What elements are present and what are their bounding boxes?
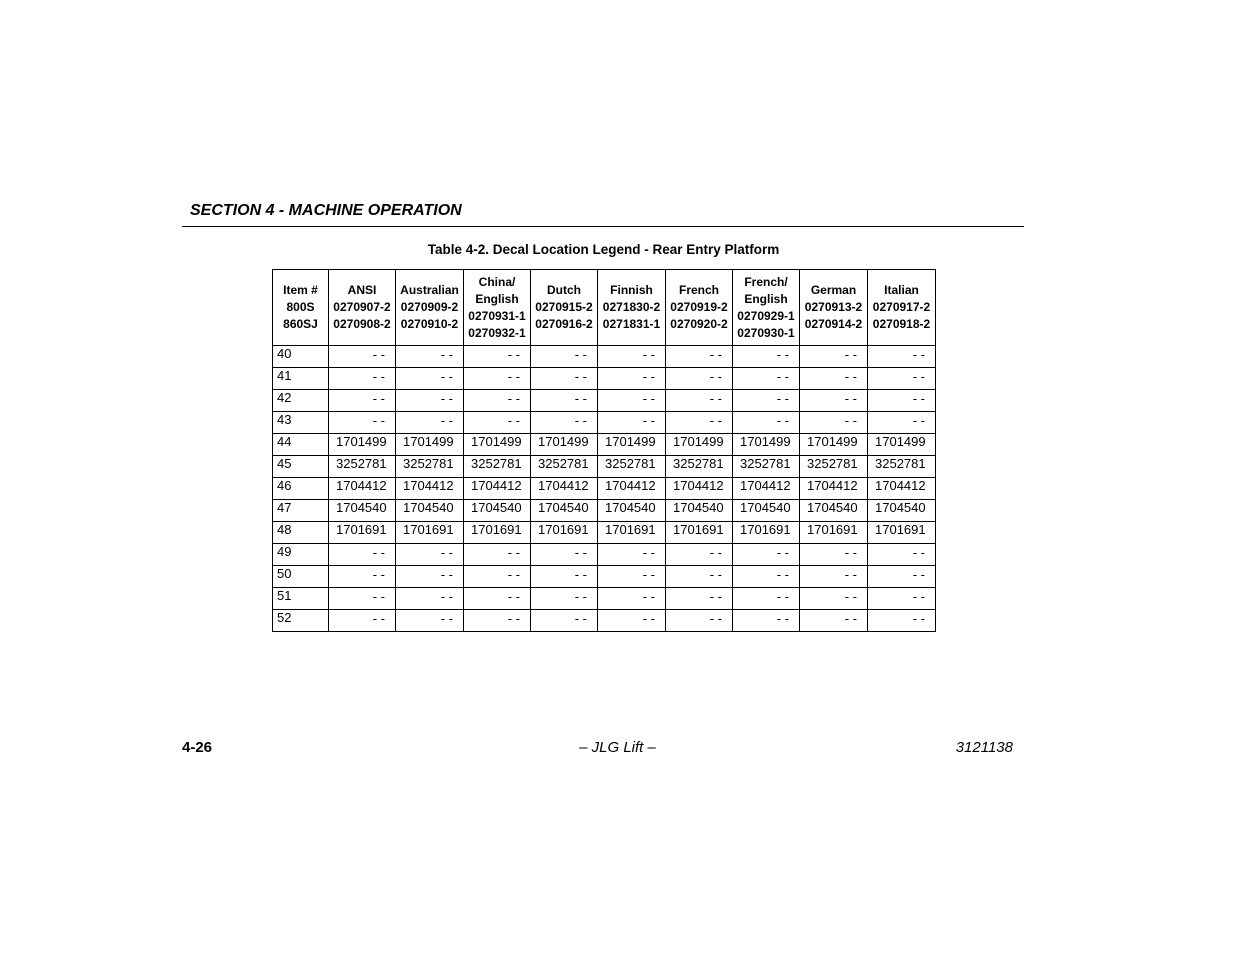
table-caption: Table 4-2. Decal Location Legend - Rear Entry Platform bbox=[427, 242, 780, 257]
part-number-cell: - - bbox=[396, 544, 464, 566]
part-number-cell: - - bbox=[598, 390, 666, 412]
column-header-line: Italian bbox=[884, 283, 919, 297]
item-number-cell: 52 bbox=[273, 610, 329, 632]
item-number-cell: 41 bbox=[273, 368, 329, 390]
part-number-cell: - - bbox=[396, 390, 464, 412]
part-number-cell: 1701499 bbox=[464, 434, 531, 456]
part-number-cell: - - bbox=[666, 412, 733, 434]
part-number-cell: - - bbox=[396, 566, 464, 588]
part-number-cell: 1701691 bbox=[329, 522, 396, 544]
part-number-cell: - - bbox=[733, 588, 800, 610]
part-number-cell: - - bbox=[800, 566, 868, 588]
column-header bbox=[531, 270, 598, 346]
part-number-cell: - - bbox=[329, 346, 396, 368]
part-number-cell: 3252781 bbox=[329, 456, 396, 478]
part-number-cell: 3252781 bbox=[868, 456, 936, 478]
table-row bbox=[273, 434, 936, 456]
part-number-cell: - - bbox=[329, 368, 396, 390]
item-number-cell: 40 bbox=[273, 346, 329, 368]
part-number-cell: - - bbox=[733, 390, 800, 412]
part-number-cell: - - bbox=[598, 566, 666, 588]
column-header-line: Finnish bbox=[610, 283, 653, 297]
part-number-cell: - - bbox=[531, 610, 598, 632]
part-number-cell: - - bbox=[531, 588, 598, 610]
column-header bbox=[868, 270, 936, 346]
part-number-cell: 1701691 bbox=[396, 522, 464, 544]
column-header-line: 800S bbox=[286, 300, 315, 314]
column-header-line: 0270916-2 bbox=[535, 317, 593, 331]
part-number-cell: - - bbox=[464, 610, 531, 632]
part-number-cell: 3252781 bbox=[666, 456, 733, 478]
part-number-cell: - - bbox=[800, 412, 868, 434]
column-header-line: 0270931-1 bbox=[468, 308, 526, 323]
part-number-cell: 1704412 bbox=[329, 478, 396, 500]
part-number-cell: - - bbox=[733, 412, 800, 434]
table-row bbox=[273, 368, 936, 390]
part-number-cell: 3252781 bbox=[531, 456, 598, 478]
table-row bbox=[273, 588, 936, 610]
column-header-line: German bbox=[810, 283, 857, 297]
header-rule bbox=[182, 226, 1024, 227]
column-header-line: 0271830-2 bbox=[602, 300, 661, 314]
table-row bbox=[273, 346, 936, 368]
part-number-cell: 1704540 bbox=[396, 500, 464, 522]
column-header bbox=[273, 270, 329, 346]
table-row bbox=[273, 566, 936, 588]
table-body bbox=[273, 346, 936, 632]
part-number-cell: - - bbox=[329, 566, 396, 588]
column-header-line: 0270913-2 bbox=[804, 300, 863, 314]
part-number-cell: - - bbox=[464, 390, 531, 412]
column-header bbox=[598, 270, 666, 346]
part-number-cell: 1704540 bbox=[733, 500, 800, 522]
part-number-cell: - - bbox=[800, 390, 868, 412]
part-number-cell: - - bbox=[868, 588, 936, 610]
part-number-cell: - - bbox=[598, 412, 666, 434]
part-number-cell: - - bbox=[733, 368, 800, 390]
part-number-cell: - - bbox=[464, 544, 531, 566]
part-number-cell: - - bbox=[396, 610, 464, 632]
part-number-cell: 3252781 bbox=[396, 456, 464, 478]
part-number-cell: 1701691 bbox=[733, 522, 800, 544]
part-number-cell: - - bbox=[598, 346, 666, 368]
part-number-cell: 1704412 bbox=[598, 478, 666, 500]
part-number-cell: 1704412 bbox=[868, 478, 936, 500]
part-number-cell: - - bbox=[329, 544, 396, 566]
part-number-cell: - - bbox=[733, 610, 800, 632]
item-number-cell: 42 bbox=[273, 390, 329, 412]
column-header bbox=[733, 270, 800, 346]
part-number-cell: - - bbox=[329, 588, 396, 610]
section-title: SECTION 4 - MACHINE OPERATION bbox=[190, 202, 462, 219]
part-number-cell: 1701499 bbox=[396, 434, 464, 456]
column-header-line: 0270918-2 bbox=[872, 317, 931, 331]
column-header-line: China/ bbox=[478, 274, 516, 289]
part-number-cell: - - bbox=[666, 588, 733, 610]
column-header bbox=[666, 270, 733, 346]
item-number-cell: 51 bbox=[273, 588, 329, 610]
column-header-line: 0270920-2 bbox=[670, 317, 728, 331]
part-number-cell: 1704412 bbox=[666, 478, 733, 500]
part-number-cell: - - bbox=[396, 346, 464, 368]
item-number-cell: 46 bbox=[273, 478, 329, 500]
part-number-cell: 1701691 bbox=[868, 522, 936, 544]
column-header-line: English bbox=[475, 291, 519, 306]
part-number-cell: - - bbox=[666, 346, 733, 368]
part-number-cell: 3252781 bbox=[464, 456, 531, 478]
column-header-line: 0270917-2 bbox=[872, 300, 931, 314]
part-number-cell: 1701691 bbox=[598, 522, 666, 544]
column-header-line: Australian bbox=[400, 283, 459, 297]
table-row bbox=[273, 500, 936, 522]
decal-location-table bbox=[272, 269, 936, 632]
part-number-cell: - - bbox=[666, 566, 733, 588]
part-number-cell: 1704540 bbox=[868, 500, 936, 522]
part-number-cell: - - bbox=[868, 544, 936, 566]
column-header-line: 0270929-1 bbox=[737, 308, 795, 323]
part-number-cell: - - bbox=[464, 368, 531, 390]
part-number-cell: 1704412 bbox=[800, 478, 868, 500]
part-number-cell: - - bbox=[598, 544, 666, 566]
table-row bbox=[273, 610, 936, 632]
column-header-line: 0270907-2 bbox=[333, 300, 391, 314]
part-number-cell: - - bbox=[868, 610, 936, 632]
part-number-cell: 1701691 bbox=[531, 522, 598, 544]
part-number-cell: - - bbox=[868, 368, 936, 390]
part-number-cell: - - bbox=[531, 368, 598, 390]
part-number-cell: 1701499 bbox=[733, 434, 800, 456]
part-number-cell: 1704412 bbox=[464, 478, 531, 500]
part-number-cell: - - bbox=[733, 346, 800, 368]
column-header-line: 0271831-1 bbox=[602, 317, 661, 331]
part-number-cell: 1701691 bbox=[464, 522, 531, 544]
column-header-line: French/ bbox=[744, 274, 788, 289]
item-number-cell: 49 bbox=[273, 544, 329, 566]
item-number-cell: 45 bbox=[273, 456, 329, 478]
part-number-cell: - - bbox=[464, 566, 531, 588]
column-header bbox=[329, 270, 396, 346]
part-number-cell: - - bbox=[666, 544, 733, 566]
column-header bbox=[396, 270, 464, 346]
part-number-cell: 1701691 bbox=[666, 522, 733, 544]
part-number-cell: - - bbox=[800, 346, 868, 368]
part-number-cell: 1704540 bbox=[666, 500, 733, 522]
table-row bbox=[273, 456, 936, 478]
item-number-cell: 44 bbox=[273, 434, 329, 456]
table-row bbox=[273, 412, 936, 434]
column-header-line: English bbox=[744, 291, 788, 306]
column-header-line: 0270910-2 bbox=[400, 317, 459, 331]
column-header-line: 0270930-1 bbox=[737, 325, 795, 340]
part-number-cell: 1704412 bbox=[531, 478, 598, 500]
column-header bbox=[464, 270, 531, 346]
part-number-cell: - - bbox=[868, 390, 936, 412]
part-number-cell: 1701499 bbox=[868, 434, 936, 456]
part-number-cell: - - bbox=[868, 412, 936, 434]
column-header-line: 860SJ bbox=[283, 317, 318, 331]
part-number-cell: - - bbox=[396, 412, 464, 434]
table-row bbox=[273, 390, 936, 412]
part-number-cell: - - bbox=[464, 346, 531, 368]
part-number-cell: 1701499 bbox=[666, 434, 733, 456]
part-number-cell: 1704412 bbox=[733, 478, 800, 500]
part-number-cell: - - bbox=[464, 588, 531, 610]
part-number-cell: - - bbox=[733, 566, 800, 588]
part-number-cell: - - bbox=[666, 368, 733, 390]
part-number-cell: - - bbox=[800, 368, 868, 390]
part-number-cell: - - bbox=[598, 368, 666, 390]
part-number-cell: - - bbox=[329, 390, 396, 412]
part-number-cell: - - bbox=[800, 588, 868, 610]
part-number-cell: - - bbox=[531, 412, 598, 434]
part-number-cell: - - bbox=[868, 346, 936, 368]
part-number-cell: - - bbox=[531, 544, 598, 566]
part-number-cell: - - bbox=[666, 610, 733, 632]
item-number-cell: 50 bbox=[273, 566, 329, 588]
part-number-cell: 1704540 bbox=[329, 500, 396, 522]
column-header-line: 0270914-2 bbox=[804, 317, 863, 331]
part-number-cell: 1701691 bbox=[800, 522, 868, 544]
part-number-cell: 1704540 bbox=[800, 500, 868, 522]
part-number-cell: 1701499 bbox=[531, 434, 598, 456]
part-number-cell: 1704540 bbox=[531, 500, 598, 522]
part-number-cell: 3252781 bbox=[733, 456, 800, 478]
part-number-cell: - - bbox=[329, 610, 396, 632]
part-number-cell: - - bbox=[396, 588, 464, 610]
part-number-cell: - - bbox=[464, 412, 531, 434]
part-number-cell: - - bbox=[396, 368, 464, 390]
column-header-line: ANSI bbox=[347, 283, 377, 297]
part-number-cell: - - bbox=[598, 610, 666, 632]
part-number-cell: 1701499 bbox=[598, 434, 666, 456]
item-number-cell: 47 bbox=[273, 500, 329, 522]
column-header-line: 0270915-2 bbox=[535, 300, 593, 314]
column-header-line: 0270908-2 bbox=[333, 317, 391, 331]
column-header bbox=[800, 270, 868, 346]
part-number-cell: 3252781 bbox=[598, 456, 666, 478]
column-header-line: 0270909-2 bbox=[400, 300, 459, 314]
column-header-line: French bbox=[678, 283, 719, 297]
part-number-cell: - - bbox=[531, 566, 598, 588]
document-number: 3121138 bbox=[955, 739, 1013, 756]
part-number-cell: 1704540 bbox=[464, 500, 531, 522]
table-row bbox=[273, 522, 936, 544]
part-number-cell: - - bbox=[598, 588, 666, 610]
item-number-cell: 48 bbox=[273, 522, 329, 544]
column-header-line: 0270919-2 bbox=[670, 300, 728, 314]
column-header-line: Item # bbox=[283, 283, 318, 297]
part-number-cell: - - bbox=[531, 390, 598, 412]
part-number-cell: - - bbox=[800, 544, 868, 566]
page-number: 4-26 bbox=[182, 739, 213, 756]
part-number-cell: - - bbox=[666, 390, 733, 412]
part-number-cell: - - bbox=[531, 346, 598, 368]
part-number-cell: 1704540 bbox=[598, 500, 666, 522]
table-row bbox=[273, 478, 936, 500]
part-number-cell: 1701499 bbox=[800, 434, 868, 456]
column-header-line: Dutch bbox=[547, 283, 581, 297]
part-number-cell: - - bbox=[800, 610, 868, 632]
item-number-cell: 43 bbox=[273, 412, 329, 434]
part-number-cell: - - bbox=[733, 544, 800, 566]
part-number-cell: 1704412 bbox=[396, 478, 464, 500]
table-row bbox=[273, 544, 936, 566]
footer-brand: – JLG Lift – bbox=[579, 739, 656, 756]
part-number-cell: - - bbox=[868, 566, 936, 588]
column-header-line: 0270932-1 bbox=[468, 325, 526, 340]
part-number-cell: - - bbox=[329, 412, 396, 434]
part-number-cell: 3252781 bbox=[800, 456, 868, 478]
part-number-cell: 1701499 bbox=[329, 434, 396, 456]
table-header-row bbox=[273, 270, 936, 346]
